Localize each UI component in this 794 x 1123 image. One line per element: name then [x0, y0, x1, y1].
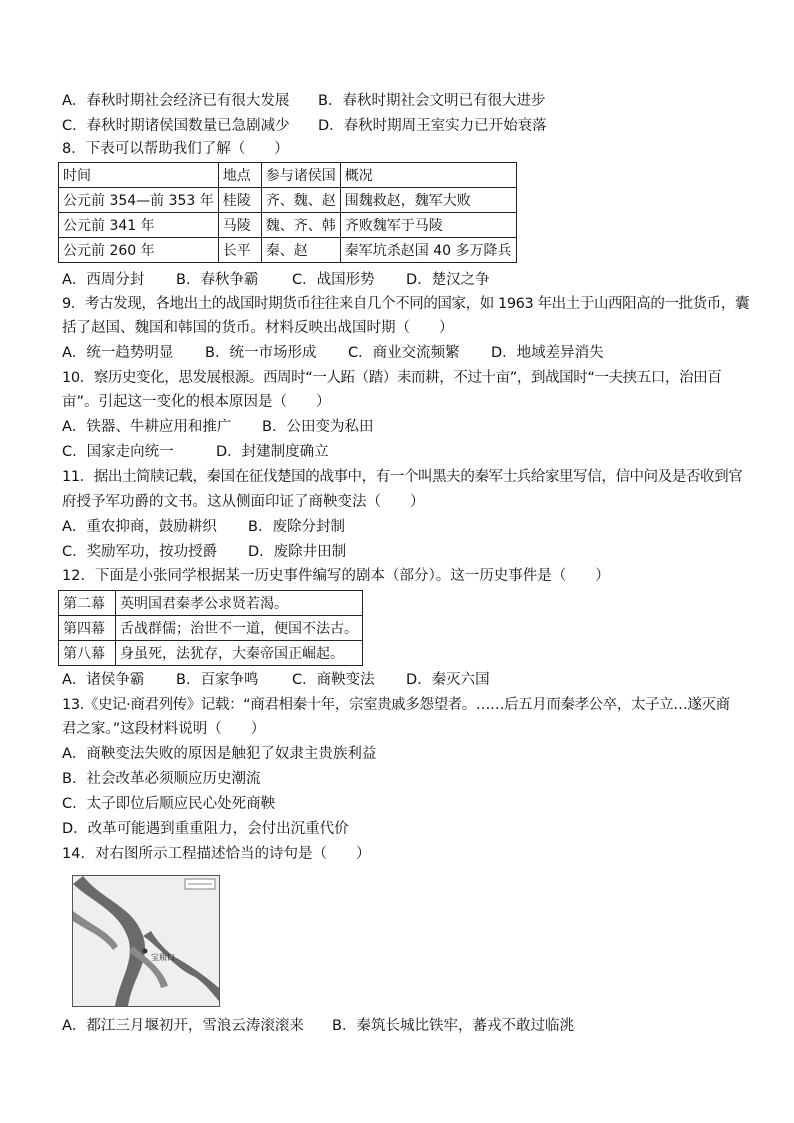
table-cell: 秦军坑杀赵国 40 多万降兵 — [340, 238, 516, 263]
q12-option-a: A．诸侯争霸 — [62, 672, 145, 688]
q11-option-a: A．重农抑商，鼓励耕织 — [62, 519, 217, 535]
q13-option-a: A．商鞅变法失败的原因是触犯了奴隶主贵族利益 — [62, 746, 377, 762]
act-content: 身虽死，法犹存，大秦帝国正崛起。 — [116, 641, 363, 666]
q8-option-c: C．战国形势 — [292, 272, 375, 288]
q11-option-b: B．废除分封制 — [248, 519, 345, 535]
q9-option-d: D．地域差异消失 — [491, 345, 604, 361]
table-cell: 魏、齐、韩 — [261, 213, 340, 238]
river-map-graphic — [73, 876, 219, 1006]
q7-option-a: A．春秋时期社会经济已有很大发展 — [62, 93, 290, 109]
q10-stem-line2: 亩”。引起这一变化的根本原因是（ ） — [62, 394, 331, 410]
q8-table — [58, 162, 517, 263]
table-header: 参与诸侯国 — [261, 163, 340, 188]
table-row — [59, 591, 363, 616]
table-cell: 公元前 341 年 — [59, 213, 219, 238]
q14-option-a: A．都江三月堰初开，雪浪云涛滚滚来 — [62, 1018, 304, 1034]
q10-option-c: C．国家走向统一 — [62, 444, 174, 460]
q13-stem-line2: 君之家。”这段材料说明（ ） — [62, 721, 266, 737]
q13-option-d: D．改革可能遇到重重阻力，会付出沉重代价 — [62, 821, 349, 837]
table-cell: 桂陵 — [218, 188, 261, 213]
q9-stem-line1: 9．考古发现，各地出土的战国时期货币往往来自几个不同的国家，如 1963 年出土于山西阳高的一批货币，囊 — [62, 296, 750, 312]
q10-option-d: D．封建制度确立 — [216, 444, 329, 460]
q9-option-b: B．统一市场形成 — [205, 345, 317, 361]
act-content: 舌战群儒；治世不一道，便国不法古。 — [116, 616, 363, 641]
q14-stem: 14．对右图所示工程描述恰当的诗句是（ ） — [62, 846, 371, 862]
table-cell: 公元前 354—前 353 年 — [59, 188, 219, 213]
table-header-row — [59, 163, 517, 188]
q8-stem: 8．下表可以帮助我们了解（ ） — [62, 141, 289, 157]
q12-stem: 12．下面是小张同学根据某一历史事件编写的剧本（部分）。这一历史事件是（ ） — [62, 568, 610, 584]
q10-stem-line1: 10．察历史变化，思发展根源。西周时“一人跖（踏）耒而耕，不过十亩”，到战国时“一夫挟五口，治田百 — [62, 370, 722, 386]
q9-option-a: A．统一趋势明显 — [62, 345, 174, 361]
q7-option-b: B．春秋时期社会文明已有很大进步 — [318, 93, 546, 109]
table-cell: 秦、赵 — [261, 238, 340, 263]
q9-stem-line2: 括了赵国、魏国和韩国的货币。材料反映出战国时期（ ） — [62, 320, 454, 336]
q11-option-c: C．奖励军功，按功授爵 — [62, 544, 218, 560]
q7-option-d: D．春秋时期周王室实力已开始衰落 — [318, 118, 547, 134]
q12-option-c: C．商鞅变法 — [292, 672, 375, 688]
q8-option-b: B．春秋争霸 — [176, 272, 259, 288]
q13-option-b: B．社会改革必须顺应历史潮流 — [62, 771, 261, 787]
act-content: 英明国君秦孝公求贤若渴。 — [116, 591, 363, 616]
q12-script-table — [58, 590, 363, 666]
dujiangyan-map-image — [72, 875, 220, 1007]
table-header: 时间 — [59, 163, 219, 188]
act-label: 第二幕 — [59, 591, 116, 616]
q13-option-c: C．太子即位后顺应民心处死商鞅 — [62, 796, 276, 812]
q8-option-a: A．西周分封 — [62, 272, 145, 288]
act-label: 第四幕 — [59, 616, 116, 641]
q11-option-d: D．废除井田制 — [248, 544, 347, 560]
table-row — [59, 238, 517, 263]
table-cell: 齐、魏、赵 — [261, 188, 340, 213]
q14-option-b: B．秦筑长城比铁牢，蕃戎不敢过临洮 — [332, 1018, 574, 1034]
table-header: 地点 — [218, 163, 261, 188]
table-row — [59, 616, 363, 641]
table-cell: 长平 — [218, 238, 261, 263]
table-cell: 围魏救赵，魏军大败 — [340, 188, 516, 213]
q9-option-c: C．商业交流频繁 — [348, 345, 460, 361]
table-row — [59, 188, 517, 213]
table-header: 概况 — [340, 163, 516, 188]
table-row — [59, 641, 363, 666]
table-row — [59, 213, 517, 238]
table-cell: 齐败魏军于马陵 — [340, 213, 516, 238]
q8-option-d: D．楚汉之争 — [406, 272, 490, 288]
q12-option-b: B．百家争鸣 — [176, 672, 259, 688]
act-label: 第八幕 — [59, 641, 116, 666]
q10-option-a: A．铁器、牛耕应用和推广 — [62, 419, 232, 435]
table-cell: 马陵 — [218, 213, 261, 238]
q11-stem-line2: 府授予军功爵的文书。这从侧面印证了商鞅变法（ ） — [62, 494, 425, 510]
q10-option-b: B．公田变为私田 — [262, 419, 374, 435]
table-cell: 公元前 260 年 — [59, 238, 219, 263]
q7-option-c: C．春秋时期诸侯国数量已急剧减少 — [62, 118, 290, 134]
q13-stem-line1: 13.《史记·商君列传》记载：“商君相秦十年，宗室贵戚多怨望者。……后五月而秦孝公卒，太子立…遂灭商 — [62, 697, 730, 713]
q11-stem-line1: 11．据出土简牍记载，秦国在征伐楚国的战事中，有一个叫黑夫的秦军士兵给家里写信，信中问及是否收到官 — [62, 469, 743, 485]
q12-option-d: D．秦灭六国 — [406, 672, 490, 688]
map-label: 宝瓶口 — [151, 953, 175, 962]
